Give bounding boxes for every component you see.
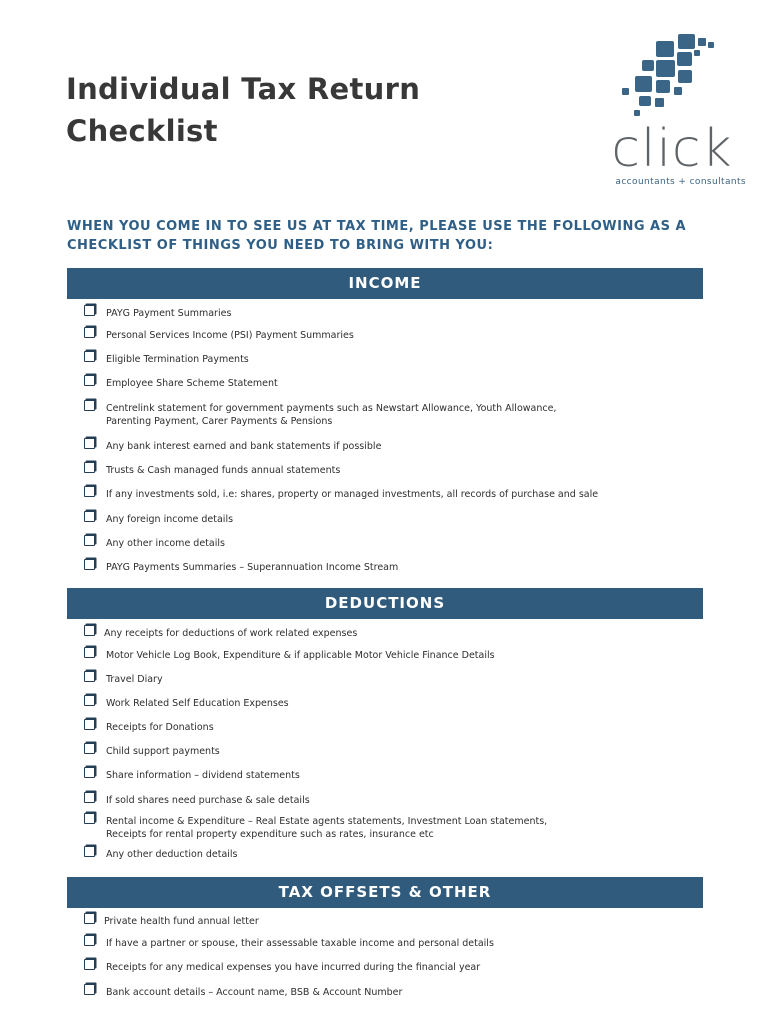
- checkbox-icon[interactable]: [84, 559, 95, 570]
- checkbox-icon[interactable]: [84, 375, 95, 386]
- income-heading: INCOME: [67, 268, 703, 299]
- checkbox-icon[interactable]: [84, 647, 95, 658]
- checkbox-icon[interactable]: [84, 511, 95, 522]
- checkbox-icon[interactable]: [84, 846, 95, 857]
- checkbox-icon[interactable]: [84, 695, 95, 706]
- checkbox-icon[interactable]: [84, 327, 95, 338]
- title-line-1: Individual Tax Return: [66, 72, 421, 106]
- checkbox-icon[interactable]: [84, 400, 95, 411]
- logo-tagline: accountants + consultants: [615, 177, 746, 187]
- checkbox-icon[interactable]: [84, 535, 95, 546]
- checkbox-icon[interactable]: [84, 792, 95, 803]
- intro-text: WHEN YOU COME IN TO SEE US AT TAX TIME, PLEASE USE THE FOLLOWING AS A CHECKLIST OF THINGS YOU NEED TO BRING WITH YOU:: [67, 219, 687, 253]
- checkbox-icon[interactable]: [84, 351, 95, 362]
- logo-mark-icon: [598, 30, 748, 130]
- checkbox-icon[interactable]: [84, 462, 95, 473]
- checkbox-icon[interactable]: [84, 719, 95, 730]
- checkbox-icon[interactable]: [84, 935, 95, 946]
- checkbox-icon[interactable]: [84, 486, 95, 497]
- click-logo: [598, 30, 748, 190]
- tax-offsets-heading: TAX OFFSETS & OTHER: [67, 877, 703, 908]
- checkbox-icon[interactable]: [84, 813, 95, 824]
- checkbox-icon[interactable]: [84, 438, 95, 449]
- checkbox-icon[interactable]: [84, 671, 95, 682]
- checkbox-icon[interactable]: [84, 959, 95, 970]
- checkbox-icon[interactable]: [84, 913, 95, 924]
- checkbox-icon[interactable]: [84, 305, 95, 316]
- checkbox-icon[interactable]: [84, 984, 95, 995]
- checkbox-icon[interactable]: [84, 767, 95, 778]
- deductions-heading: DEDUCTIONS: [67, 588, 703, 619]
- title-line-2: Checklist: [66, 114, 218, 148]
- checkbox-icon[interactable]: [84, 625, 95, 636]
- logo-wordmark: click: [611, 119, 733, 179]
- checkbox-icon[interactable]: [84, 743, 95, 754]
- page-title: [66, 68, 420, 152]
